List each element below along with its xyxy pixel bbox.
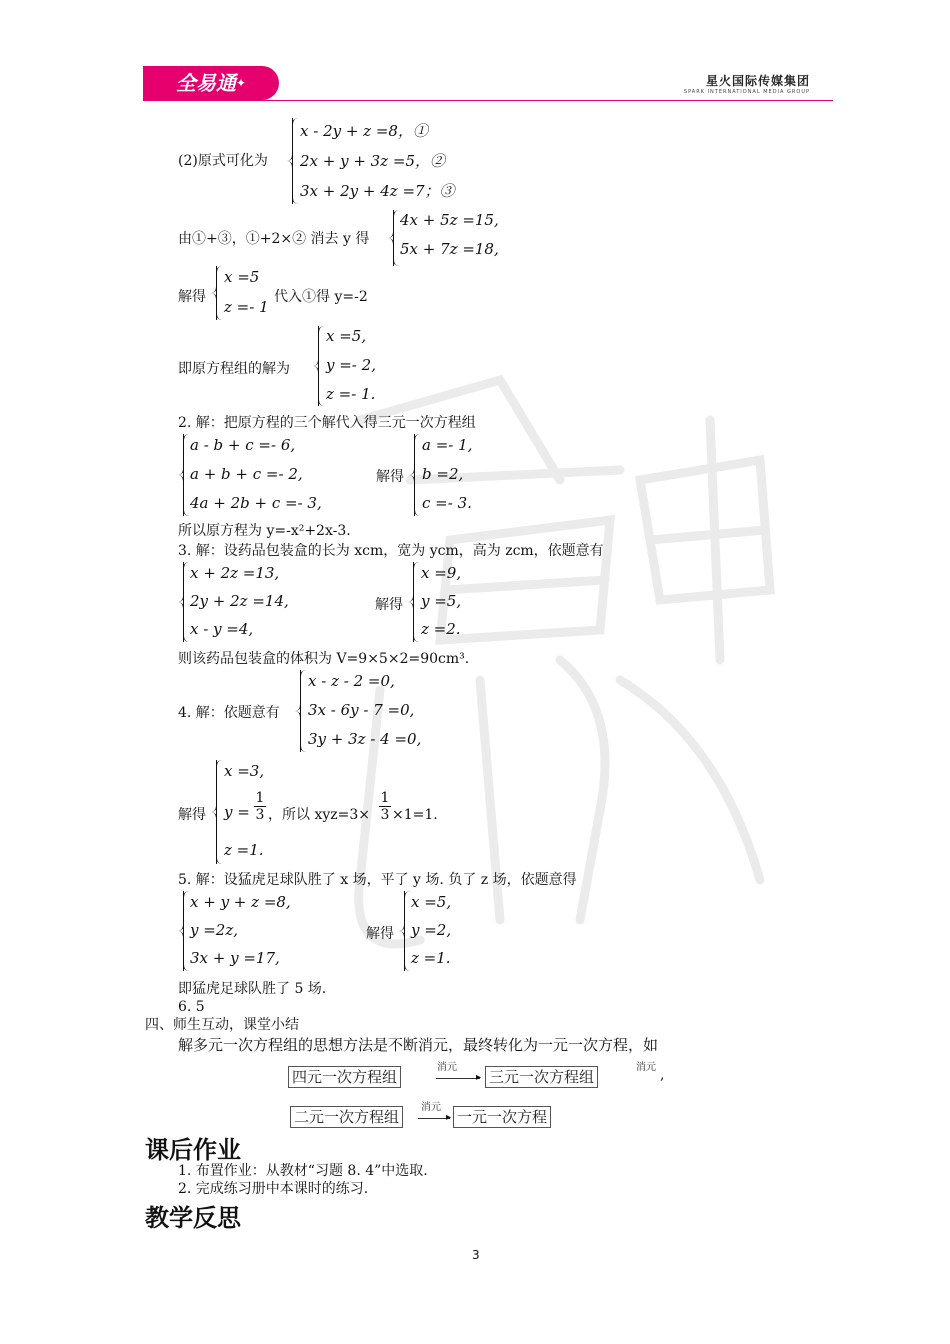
s3-solution: x =9,: [421, 564, 462, 582]
publisher-name: 星火国际传媒集团: [705, 74, 810, 88]
s1-final-solution: x =5,: [326, 327, 367, 345]
s2-solution: b =2,: [422, 465, 464, 483]
summary-text: 解多元一次方程组的思想方法是不断消元，最终转化为一元一次方程，如: [178, 1036, 659, 1054]
arrow-head-icon: ▸: [476, 1072, 482, 1083]
s4-solution: x =3,: [224, 762, 265, 780]
arrow-line: [436, 1078, 480, 1079]
fraction-denominator: 3: [255, 807, 265, 823]
s4-solution: y =: [224, 803, 250, 821]
logo-text: 全易通: [175, 71, 236, 95]
s5-equation: y =2z,: [190, 921, 239, 939]
system-brace: [414, 434, 422, 516]
homework-heading: 课后作业: [145, 1136, 241, 1164]
arrow-head-icon: ▸: [446, 1112, 452, 1123]
s1-solution: z =- 1: [224, 298, 269, 316]
publisher-name-en: SPARK INTERNATIONAL MEDIA GROUP: [683, 89, 810, 95]
s3-solution: z =2.: [421, 620, 461, 638]
homework-item: 1. 布置作业：从教材“习题 8. 4”中选取.: [178, 1163, 428, 1179]
s5-solution: z =1.: [411, 949, 451, 967]
sparkle-icon: ✦: [235, 76, 247, 90]
trailing-comma: ,: [660, 1067, 665, 1083]
summary-heading: 四、师生互动，课堂小结: [145, 1017, 299, 1033]
s1-equation: 2x + y + 3z =5，②: [300, 152, 446, 170]
s1-equation: 3x + 2y + 4z =7；③: [300, 182, 455, 200]
s4-equation: x - z - 2 =0,: [308, 672, 395, 690]
box-two-var: 二元一次方程组: [290, 1106, 403, 1128]
solve-label: 解得: [178, 289, 206, 305]
brand-logo: [143, 66, 279, 100]
answer-6: 6. 5: [178, 999, 205, 1015]
s3-intro: 3. 解：设药品包装盒的长为 xcm，宽为 ycm，高为 zcm，依题意有: [178, 543, 604, 559]
s5-equation: 3x + y =17,: [190, 949, 280, 967]
s4-product-text: ，所以 xyz=3×: [268, 807, 370, 823]
solve-label: 解得: [178, 807, 206, 823]
system-brace: [318, 326, 326, 406]
s5-intro: 5. 解：设猛虎足球队胜了 x 场，平了 y 场. 负了 z 场，依题意得: [178, 872, 577, 888]
fraction-numerator: 1: [255, 790, 265, 806]
s1-solution: x =5: [224, 268, 260, 286]
s1-final-label: 即原方程组的解为: [178, 361, 290, 377]
s2-conclusion: 所以原方程为 y=-x²+2x-3.: [178, 523, 351, 539]
header-divider: [143, 100, 833, 101]
solve-label: 解得: [376, 469, 404, 485]
page-number: 3: [472, 1248, 480, 1262]
s4-intro: 4. 解：依题意有: [178, 705, 280, 721]
publisher-brand: [684, 72, 810, 95]
solve-label: 解得: [366, 926, 394, 942]
s1-elimination-text: 由①+③，①+2×② 消去 y 得: [178, 231, 370, 247]
fraction-one-third: [379, 790, 391, 823]
s2-intro: 2. 解：把原方程的三个解代入得三元一次方程组: [178, 415, 476, 431]
solve-label: 解得: [375, 597, 403, 613]
reflection-heading: 教学反思: [145, 1204, 241, 1232]
box-three-var: 三元一次方程组: [485, 1066, 598, 1088]
s4-equation: 3y + 3z - 4 =0,: [308, 730, 422, 748]
s1-equation: x - 2y + z =8，①: [300, 122, 428, 140]
fraction-numerator: 1: [380, 790, 390, 806]
s2-solution: c =- 3.: [422, 494, 472, 512]
s4-solution: z =1.: [224, 841, 264, 859]
system-brace: [216, 266, 224, 320]
s1-final-solution: z =- 1.: [326, 385, 376, 403]
homework-item: 2. 完成练习册中本课时的练习.: [178, 1181, 369, 1197]
arrow-label: 消元: [437, 1062, 457, 1073]
s5-conclusion: 即猛虎足球队胜了 5 场.: [178, 981, 327, 997]
s4-equation: 3x - 6y - 7 =0,: [308, 701, 415, 719]
s2-equation: a - b + c =- 6,: [190, 436, 296, 454]
s3-equation: 2y + 2z =14,: [190, 592, 289, 610]
s1-substitution-text: 代入①得 y=-2: [274, 289, 368, 305]
s1-equation: 4x + 5z =15,: [400, 211, 499, 229]
arrow-label: 消元: [421, 1102, 441, 1113]
s3-equation: x - y =4,: [190, 620, 254, 638]
s5-equation: x + y + z =8,: [190, 893, 291, 911]
box-four-var: 四元一次方程组: [288, 1066, 401, 1088]
system-brace: [300, 670, 308, 752]
s4-product-tail: ×1=1.: [392, 807, 438, 823]
s3-conclusion: 则该药品包装盒的体积为 V=9×5×2=90cm³.: [178, 651, 470, 667]
s1-final-solution: y =- 2,: [326, 356, 376, 374]
system-brace: [413, 562, 421, 642]
s1-equation: 5x + 7z =18,: [400, 240, 499, 258]
s2-equation: a + b + c =- 2,: [190, 465, 303, 483]
system-brace: [216, 760, 224, 864]
s1-intro: (2)原式可化为: [178, 153, 268, 169]
arrow-label: 消元: [636, 1062, 656, 1073]
fraction-one-third: [254, 790, 266, 823]
box-one-var: 一元一次方程: [453, 1106, 551, 1128]
system-brace: [292, 118, 300, 204]
s3-equation: x + 2z =13,: [190, 564, 280, 582]
s3-solution: y =5,: [421, 592, 462, 610]
s2-equation: 4a + 2b + c =- 3,: [190, 494, 322, 512]
s5-solution: x =5,: [411, 893, 452, 911]
fraction-denominator: 3: [380, 807, 390, 823]
s5-solution: y =2,: [411, 921, 452, 939]
s2-solution: a =- 1,: [422, 436, 473, 454]
